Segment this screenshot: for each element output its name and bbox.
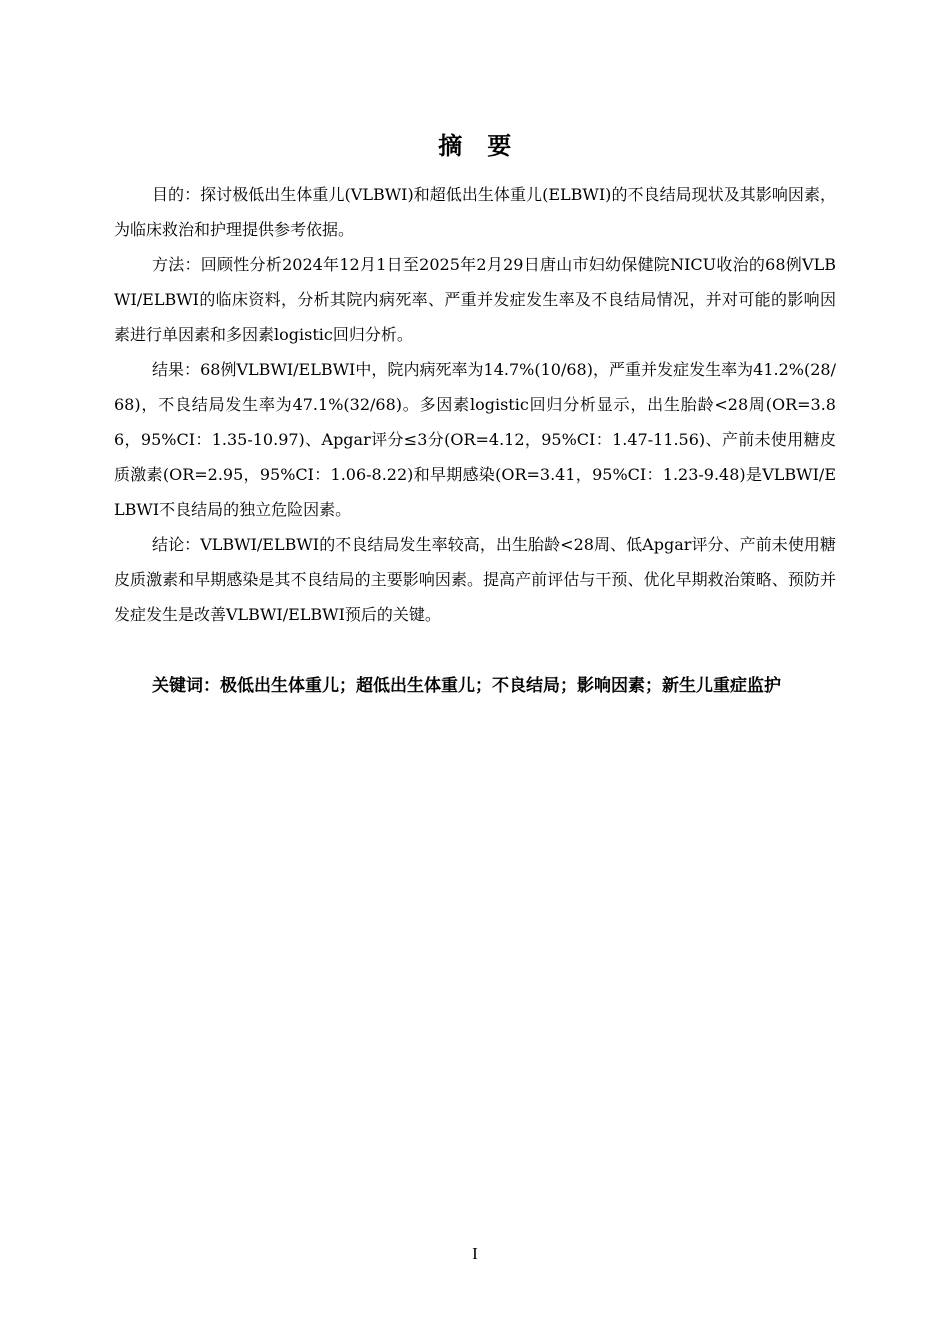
objective-paragraph [114, 177, 836, 247]
abstract-body [114, 177, 836, 632]
results-label: 结果： [152, 360, 201, 379]
conclusion-label: 结论： [152, 535, 201, 554]
keywords-text: 极低出生体重儿；超低出生体重儿；不良结局；影响因素；新生儿重症监护 [220, 676, 781, 696]
methods-label: 方法： [152, 255, 201, 274]
results-text: 68例VLBWI/ELBWI中，院内病死率为14.7%(10/68)，严重并发症发生率为41.2%(28/68)，不良结局发生率为47.1%(32/68)。多因素logistic回归分析显示，出生胎龄<28周(OR=3.86，95%CI：1.35-10.97)、Apgar评分≤3分(OR=4.12，95%CI：1.47-11.56)、产前未使用糖皮质激素(OR=2.95，95%CI：1.06-8.22)和早期感染(OR=3.41，95%CI：1.23-9.48)是VLBWI/ELBWI不良结局的独立危险因素。 [114, 360, 836, 519]
keywords-paragraph [114, 664, 836, 708]
conclusion-paragraph [114, 527, 836, 632]
objective-label: 目的： [152, 185, 201, 204]
keywords-label: 关键词： [152, 676, 220, 696]
page-number: I [472, 1244, 478, 1263]
conclusion-text: VLBWI/ELBWI的不良结局发生率较高，出生胎龄<28周、低Apgar评分、产前未使用糖皮质激素和早期感染是其不良结局的主要影响因素。提高产前评估与干预、优化早期救治策略、预防并发症发生是改善VLBWI/ELBWI预后的关键。 [114, 535, 836, 624]
methods-paragraph [114, 247, 836, 352]
abstract-title: 摘 要 [438, 132, 512, 160]
methods-text: 回顾性分析2024年12月1日至2025年2月29日唐山市妇幼保健院NICU收治的68例VLBWI/ELBWI的临床资料，分析其院内病死率、严重并发症发生率及不良结局情况，并对可能的影响因素进行单因素和多因素logistic回归分析。 [114, 255, 836, 344]
objective-text: 探讨极低出生体重儿(VLBWI)和超低出生体重儿(ELBWI)的不良结局现状及其影响因素，为临床救治和护理提供参考依据。 [114, 185, 836, 239]
results-paragraph [114, 352, 836, 527]
